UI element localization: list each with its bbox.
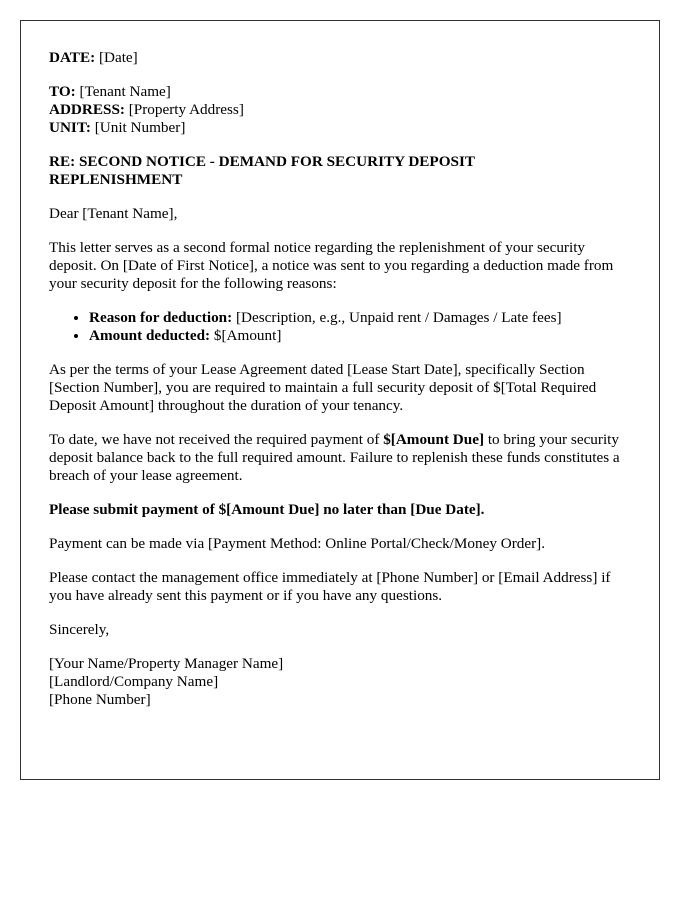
- recipient-block: [49, 83, 631, 137]
- unit-value: [Unit Number]: [90, 119, 186, 136]
- amount-due: $[Amount Due]: [383, 431, 485, 448]
- address-value: [Property Address]: [124, 101, 244, 118]
- signature-name: [Your Name/Property Manager Name]: [49, 655, 284, 672]
- deadline-statement: Please submit payment of $[Amount Due] no later than [Due Date].: [49, 501, 485, 518]
- payment-due-paragraph: [49, 431, 631, 485]
- list-item: [89, 327, 631, 345]
- payment-due-text-after: to bring your security deposit balance back to the full required amount. Failure to replenish these funds constitutes a breach of your lease agreement.: [49, 431, 620, 484]
- lease-paragraph: As per the terms of your Lease Agreement dated [Lease Start Date], specifically Section [Section Number], you are required to maintain a full security deposit of $[Total Required Deposit Amount] throughout the duration of your tenancy.: [49, 361, 597, 414]
- deduction-list: [49, 309, 631, 345]
- date-label: DATE:: [49, 49, 96, 66]
- signature-phone: [Phone Number]: [49, 691, 151, 708]
- salutation: Dear [Tenant Name],: [49, 205, 178, 222]
- intro-paragraph: This letter serves as a second formal notice regarding the replenishment of your security deposit. On [Date of First Notice], a notice was sent to you regarding a deduction made from your security deposit for the following reasons:: [49, 239, 614, 292]
- signature-block: [49, 655, 631, 709]
- closing: Sincerely,: [49, 621, 110, 638]
- deduction-amount-value: $[Amount]: [210, 327, 282, 344]
- payment-method: Payment can be made via [Payment Method: Online Portal/Check/Money Order].: [49, 535, 545, 552]
- subject-heading: RE: SECOND NOTICE - DEMAND FOR SECURITY DEPOSIT REPLENISHMENT: [49, 153, 475, 188]
- letter-document: [20, 20, 660, 780]
- unit-label: UNIT:: [49, 119, 91, 136]
- list-item: [89, 309, 631, 327]
- payment-due-text-before: To date, we have not received the required payment of: [49, 431, 384, 448]
- address-line: [49, 101, 631, 119]
- to-line: [49, 83, 631, 101]
- signature-company: [Landlord/Company Name]: [49, 673, 219, 690]
- address-label: ADDRESS:: [49, 101, 125, 118]
- contact-paragraph: Please contact the management office immediately at [Phone Number] or [Email Address] if you have already sent this payment or if you have any questions.: [49, 569, 611, 604]
- unit-line: [49, 119, 631, 137]
- to-value: [Tenant Name]: [75, 83, 171, 100]
- date-line: [49, 49, 631, 67]
- deduction-amount-label: Amount deducted:: [89, 327, 211, 344]
- deduction-reason-value: [Description, e.g., Unpaid rent / Damages / Late fees]: [232, 309, 562, 326]
- to-label: TO:: [49, 83, 76, 100]
- date-value: [Date]: [95, 49, 138, 66]
- deduction-reason-label: Reason for deduction:: [89, 309, 233, 326]
